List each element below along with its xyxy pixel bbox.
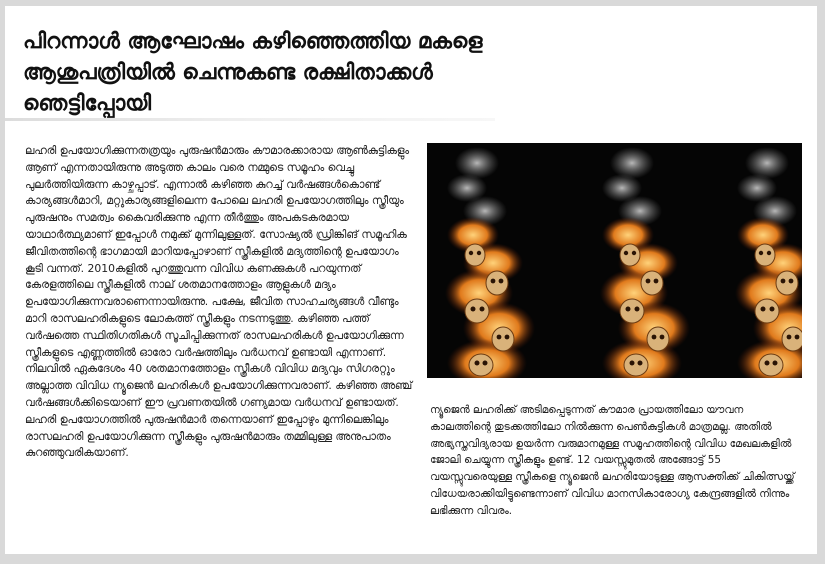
headline-divider (5, 118, 495, 121)
article-page (5, 6, 817, 554)
caption-paragraph: ന്യൂജെൻ ലഹരിക്ക് അടിമപ്പെടുന്നത് കൗമാര പ്രായത്തിലോ യൗവന കാലത്തിന്റെ തുടക്കത്തിലോ നിൽക്കുന്ന പെൺകുട്ടികൾ മാത്രമല്ല. അതിൽ അഭ്യസ്തവിദ്യരായ ഉയർന്ന വരുമാനമുള്ള സമൂഹത്തിന്റെ വിവിധ മേഖലകളിൽ ജോലി ചെയ്യുന്ന സ്ത്രീകളും ഉണ്ട്. 12 വയസ്സുമുതൽ അങ്ങോട്ട് 55 വയസ്സുവരെയുള്ള സ്ത്രീകളെ ന്യൂജെൻ ലഹരിയോടുള്ള ആസക്തിക്ക് ചികിത്സയ്ക്ക് വിധേയരാക്കിയിട്ടുണ്ടെന്നാണ് വിവിധ മാനസികാരോഗ്യ കേന്ദ്രങ്ങളിൽ നിന്നും ലഭിക്കുന്ന വിവരം. (430, 404, 795, 517)
skulls-smoke-illustration-icon (427, 143, 802, 378)
article-illustration (427, 143, 802, 378)
article-headline: പിറന്നാൾ ആഘോഷം കഴിഞ്ഞെത്തിയ മകളെ ആശുപത്രിയിൽ ചെന്നുകണ്ട രക്ഷിതാക്കൾ ഞെട്ടിപ്പോയി (23, 29, 483, 116)
body-paragraph: ലഹരി ഉപയോഗിക്കുന്നതത്രയും പുരുഷൻമാരും കൗമാരക്കാരായ ആൺകുട്ടികളും ആണ് എന്നതായിരുന്നു അടുത്ത കാലം വരെ നമ്മുടെ സമൂഹം വെച്ചു പുലർത്തിയിരുന്ന കാഴ്ചപ്പാട്. എന്നാൽ കഴിഞ്ഞ കുറച്ച് വർഷങ്ങൾകൊണ്ട് കാര്യങ്ങൾമാറി, മറ്റുകാര്യങ്ങളിലെന്ന പോലെ ലഹരി ഉപയോഗത്തിലും സ്ത്രീയും പുരുഷനും സമത്വം കൈവരിക്കുന്നു എന്ന തീർത്തും അപകടകരമായ യാഥാർത്ഥ്യമാണ് ഇപ്പോൾ നമുക്ക് മുന്നിലുള്ളത്. സോഷ്യൽ ഡ്രിങ്കിങ് സമൂഹിക ജീവിതത്തിന്റെ ഭാഗമായി മാറിയപ്പോഴാണ് സ്ത്രീകളിൽ മദ്യത്തിന്റെ ഉപയോഗം കൂടി വന്നത്. 2010കളിൽ പുറത്തുവന്ന വിവിധ കണക്കുകൾ പറയുന്നത് കേരളത്തിലെ സ്ത്രീകളിൽ നാല് ശതമാനത്തോളം ആളുകൾ മദ്യം ഉപയോഗിക്കുന്നവരാണെന്നായിരുന്നു. പക്ഷേ, ജീവിത സാഹചര്യങ്ങൾ വീണ്ടും മാറി രാസലഹരികളുടെ ലോകത്ത് സ്ത്രീകളും നടന്നടുത്തു. കഴിഞ്ഞ പത്ത് വർഷത്തെ സ്ഥിതിഗതികൾ സൂചിപ്പിക്കുന്നത് രാസലഹരികൾ ഉപയോഗിക്കുന്ന സ്ത്രീകളുടെ എണ്ണത്തിൽ ഓരോ വർഷത്തിലും വർധനവ് ഉണ്ടായി എന്നാണ്. നിലവിൽ ഏകദേശം 40 ശതമാനത്തോളം സ്ത്രീകൾ വിവിധ മദ്യവും സിഗരറ്റും അല്ലാത്ത വിവിധ ന്യൂജെൻ ലഹരികൾ ഉപയോഗിക്കുന്നവരാണ്. കഴിഞ്ഞ അഞ്ച് വർഷങ്ങൾക്കിടെയാണ് ഈ പ്രവണതയിൽ ഗണ്യമായ വർധനവ് ഉണ്ടായത്. ലഹരി ഉപയോഗത്തിൽ പുരുഷൻമാർ തന്നെയാണ് ഇപ്പോഴും മുന്നിലെങ്കിലും രാസലഹരി ഉപയോഗിക്കുന്ന സ്ത്രീകളും പുരുഷൻമാരും തമ്മിലുള്ള അനുപാതം കുറഞ്ഞുവരികയാണ്. (25, 144, 412, 460)
article-body (25, 143, 417, 462)
illustration-caption (430, 402, 805, 520)
